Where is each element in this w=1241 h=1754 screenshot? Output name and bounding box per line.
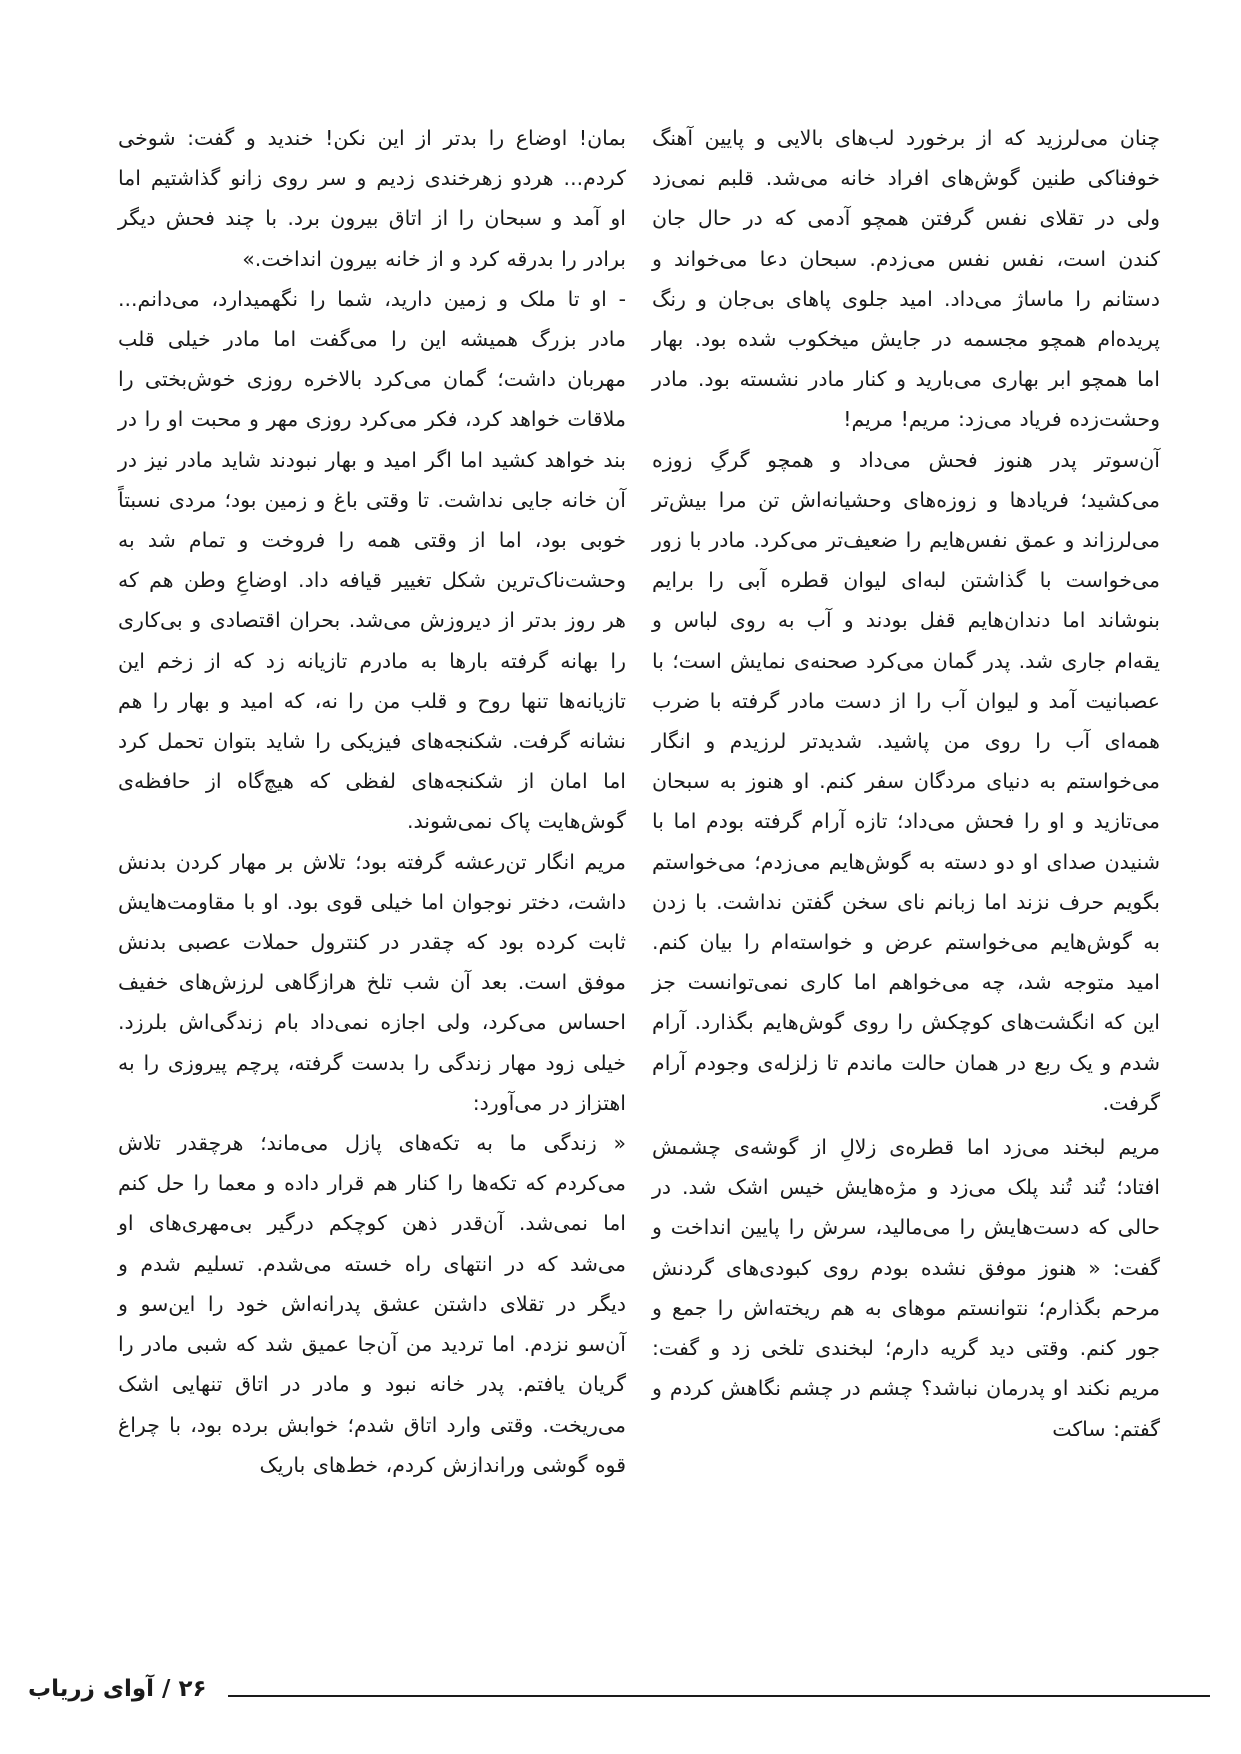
paragraph: « زندگی ما به تکه‌های پازل می‌ماند؛ هرچقدر تلاش می‌کردم که تکه‌ها را کنار هم قرار داده و معما را حل کنم اما نمی‌شد. آن‌قدر ذهن کوچکم درگیر بی‌مهری‌های او می‌شد که در انتهای راه خسته می‌شدم. تسلیم شدم و دیگر در تقلای داشتن عشق پدرانه‌اش خود را این‌سو و آن‌سو نزدم. اما تردید من آن‌جا عمیق شد که شبی مادر را گریان یافتم. پدر خانه نبود و مادر در اتاق تنهایی اشک می‌ریخت. وقتی وارد اتاق شدم؛ خوابش برده بود، با چراغ قوه گوشی وراندازش کردم، خط‌های باریک xyxy=(118,1131,626,1477)
paragraph: - او تا ملک و زمین دارید، شما را نگهمیدارد، می‌دانم... مادر بزرگ همیشه این را می‌گفت اما مادر خیلی قلب مهربان داشت؛ گمان می‌کرد بالاخره روزی خوش‌بختی را ملاقات خواهد کرد، فکر می‌کرد روزی مهر و محبت او را در بند خواهد کشید اما اگر امید و بهار نبودند شاید مادر نیز در آن خانه جایی نداشت. تا وقتی باغ و زمین بود؛ مردی نسبتاً خوبی بود، اما از وقتی همه را فروخت و تمام شد به وحشت‌ناک‌ترین شکل تغییر قیافه داد. اوضاعِ وطن هم که هر روز بدتر از دیروزش می‌شد. بحران اقتصادی و بی‌کاری را بهانه گرفته بارها به مادرم تازیانه زد که از زخم این تازیانه‌ها تنها روح و قلب من را نه، که امید و بهار را هم نشانه گرفت. شکنجه‌های فیزیکی را شاید بتوان تحمل کرد اما امان از شکنجه‌های لفظی که هیچ‌گاه از حافظه‌ی گوش‌هایت پاک نمی‌شوند. xyxy=(118,286,626,834)
footer-divider xyxy=(228,1695,1210,1697)
paragraph: چنان می‌لرزید که از برخورد لب‌های بالایی و پایین آهنگ خوفناکی طنین گوش‌های افراد خانه می‌شد. قلبم نمی‌زد ولی در تقلای نفس گرفتن همچو آدمی که در حال جان کندن است، نفس نفس می‌زدم. سبحان دعا می‌خواند و دستانم را ماساژ می‌داد. امید جلوی پاهای بی‌جان و رنگ پریده‌ام همچو مجسمه در جایش میخکوب شده بود. بهار اما همچو ابر بهاری می‌بارید و کنار مادر نشسته بود. مادر وحشت‌زده فریاد می‌زد: مریم! مریم! xyxy=(652,126,1160,432)
text-column-left xyxy=(118,118,626,1485)
paragraph: بمان! اوضاع را بدتر از این نکن! خندید و گفت: شوخی کردم... هردو زهرخندی زدیم و سر روی زانو گذاشتیم اما او آمد و سبحان را از اتاق بیرون برد. با چند فحش دیگر برادر را بدرقه کرد و از خانه بیرون انداخت.» xyxy=(118,126,626,271)
page-footer xyxy=(28,1676,1178,1716)
paragraph: آن‌سوتر پدر هنوز فحش می‌داد و همچو گرگِ زوزه می‌کشید؛ فریادها و زوزه‌های وحشیانه‌اش تن مرا بیش‌تر می‌لرزاند و عمق نفس‌هایم را ضعیف‌تر می‌کرد. مادر با زور می‌خواست با گذاشتن لبه‌ای لیوان قطره آبی را برایم بنوشاند اما دندان‌هایم قفل بودند و آب به روی لباس و یقه‌ام جاری شد. پدر گمان می‌کرد صحنه‌ی نمایش است؛ با عصبانیت آمد و لیوان آب را از دست مادر گرفته با ضرب همه‌ای آب را روی من پاشید. شدیدتر لرزیدم و انگار می‌خواستم به دنیای مردگان سفر کنم. او هنوز به سبحان می‌تازید و او را فحش می‌داد؛ تازه آرام گرفته بودم اما با شنیدن صدای او دو دسته به گوش‌هایم می‌زدم؛ می‌خواستم بگویم حرف نزند اما زبانم نای سخن گفتن نداشت. با زدن به گوش‌هایم می‌خواستم عرض و خواسته‌ام را بیان کنم. امید متوجه شد، چه می‌خواهم اما کاری نمی‌توانست جز این که انگشت‌های کوچکش را روی گوش‌هایم بگذارد. آرام شدم و یک ربع در همان حالت ماندم تا زلزله‌ی وجودم آرام گرفت. xyxy=(652,447,1160,1115)
paragraph: مریم لبخند می‌زد اما قطره‌ی زلالِ از گوشه‌ی چشمش افتاد؛ تُند تُند پلک می‌زد و مژه‌هایش خیس اشک شد. در حالی که دست‌هایش را می‌مالید، سرش را پایین انداخت و گفت: « هنوز موفق نشده بودم روی کبودی‌های گردنش مرحم بگذارم؛ نتوانستم موهای به هم ریخته‌اش را جمع و جور کنم. وقتی دید گریه دارم؛ لبخندی تلخی زد و گفت: مریم نکند او پدرمان نباشد؟ چشم در چشم نگاهش کردم و گفتم: ساکت xyxy=(652,1135,1160,1441)
text-column-right xyxy=(652,118,1160,1449)
footer-page-number-and-magazine-title: ۲۶ / آوای زریاب xyxy=(28,1676,207,1702)
paragraph: مریم انگار تن‌رعشه گرفته بود؛ تلاش بر مهار کردن بدنش داشت، دختر نوجوان اما خیلی قوی بود. او با مقاومت‌هایش ثابت کرده بود که چقدر در کنترول حملات عصبی بدنش موفق است. بعد آن شب تلخ هرازگاهی لرزش‌های خفیف احساس می‌کرد، ولی اجازه نمی‌داد بام زندگی‌اش بلرزد. خیلی زود مهار زندگی را بدست گرفته، پرچم پیروزی را به اهتزاز در می‌آورد: xyxy=(118,849,626,1115)
